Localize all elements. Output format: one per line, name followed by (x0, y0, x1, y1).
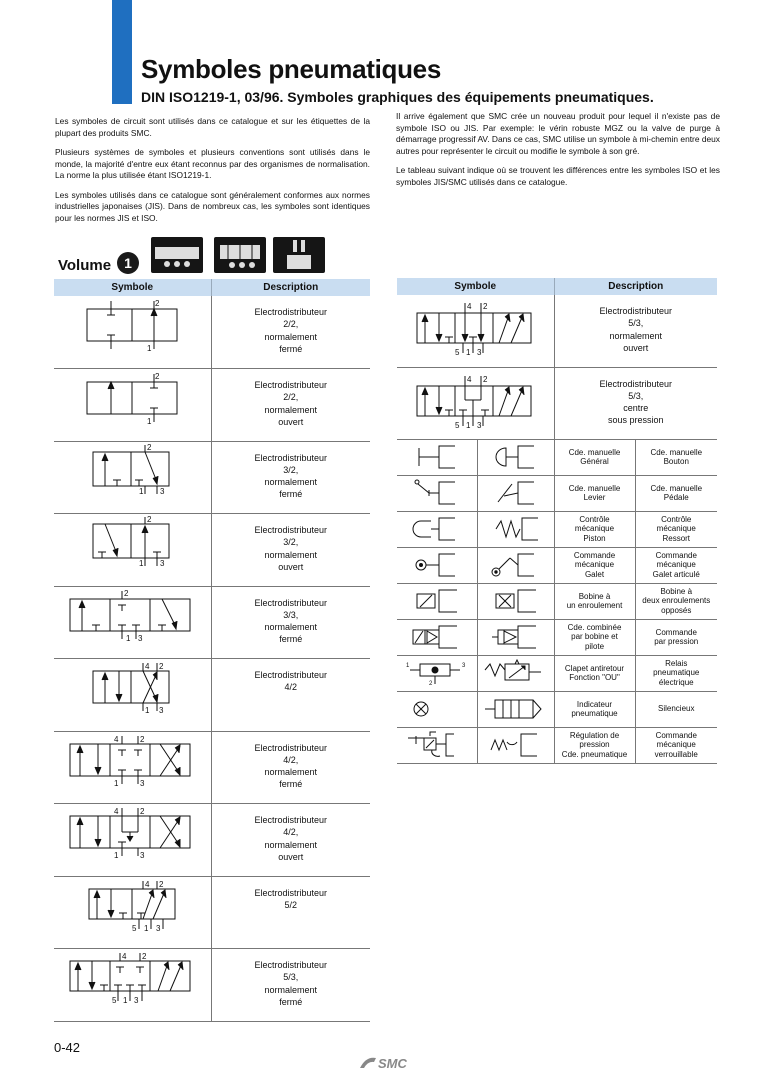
desc-line: 5/2 (284, 899, 297, 910)
valve-3-3-symbol (62, 587, 202, 647)
svg-text:3: 3 (138, 633, 143, 643)
label-line: mécanique (656, 740, 696, 750)
desc-line: fermé (279, 996, 303, 1007)
label-line: verrouillable (654, 749, 698, 759)
symbol-column-header: Symbole (54, 279, 211, 296)
intro-paragraph: Plusieurs systèmes de symboles et plusieurs conventions sont utilisés dans le monde, la majorité d'entre eux étant reconnus par des organismes de normalisation. La norme la plus utilisée étant ISO1219-1. (55, 147, 370, 180)
desc-line: 5/3, (628, 318, 644, 329)
valve-5-3-symbol (62, 949, 202, 1009)
desc-line: fermé (279, 489, 303, 500)
manual-lever-symbol (407, 478, 467, 508)
valve-4-2-no-symbol (62, 804, 202, 864)
valve-3-2-no-symbol (77, 514, 187, 574)
solenoid-double-symbol (486, 586, 546, 616)
label-line: électrique (658, 677, 694, 687)
svg-text:1: 1 (147, 344, 152, 353)
label-line: mécanique (656, 524, 696, 534)
table-row (397, 655, 717, 691)
combined-pilot-symbol (407, 622, 467, 652)
svg-text:3: 3 (461, 663, 466, 669)
svg-text:4: 4 (114, 807, 119, 816)
accent-bar (112, 0, 132, 104)
description-column-header: Description (554, 278, 717, 295)
label-line: Cde. manuelle (650, 447, 703, 457)
pneumatic-indicator-symbol (407, 694, 467, 724)
svg-text:1: 1 (114, 778, 119, 788)
desc-line: 3/3, (283, 609, 299, 620)
desc-line: fermé (279, 634, 303, 645)
svg-text:2: 2 (140, 734, 145, 744)
electro-pneumatic-relay-symbol (481, 658, 551, 688)
valve-4-2-nc-symbol (62, 732, 202, 792)
label-line: Piston (583, 533, 606, 543)
label-line: Galet articulé (652, 569, 700, 579)
desc-line: Electrodistributeur (254, 452, 328, 463)
intro-right (396, 111, 720, 196)
page-subtitle: DIN ISO1219-1, 03/96. Symboles graphiques des équipements pneumatiques. (141, 89, 654, 105)
desc-line: Electrodistributeur (254, 380, 328, 390)
table-row (54, 514, 370, 587)
valve-5-3-no-symbol (405, 295, 545, 359)
desc-line: 5/3, (283, 972, 299, 983)
table-row (54, 659, 370, 732)
svg-text:2: 2 (140, 807, 145, 816)
svg-text:1: 1 (147, 417, 152, 426)
intro-left (55, 116, 370, 232)
desc-line: fermé (279, 779, 303, 790)
desc-line: normalement (264, 622, 318, 633)
svg-text:4: 4 (467, 374, 472, 384)
locking-mech-symbol (481, 730, 551, 760)
label-line: Contrôle (661, 515, 692, 525)
label-line: Régulation de (569, 731, 620, 741)
svg-text:1: 1 (114, 851, 119, 860)
mech-spring-symbol (486, 514, 546, 544)
intro-paragraph: Le tableau suivant indique où se trouvent les différences entre les symboles ISO et les symboles JIS/SMC utilisés dans ce catalogue. (396, 165, 720, 187)
manual-button-symbol (486, 442, 546, 472)
svg-text:1: 1 (405, 663, 410, 669)
svg-text:2: 2 (155, 372, 160, 381)
table-row (54, 296, 370, 369)
desc-line: 4/2, (283, 827, 299, 838)
svg-text:1: 1 (145, 706, 150, 715)
mech-roller-symbol (407, 550, 467, 580)
svg-text:5: 5 (132, 923, 137, 933)
svg-text:2: 2 (483, 302, 488, 311)
desc-line: fermé (279, 343, 303, 354)
label-line: pneumatique (571, 709, 618, 718)
svg-text:3: 3 (140, 778, 145, 788)
svg-text:3: 3 (160, 486, 165, 496)
desc-line: 3/2, (283, 464, 299, 475)
pressure-regulation-symbol (402, 730, 472, 760)
product-thumbnail-3 (273, 237, 325, 273)
svg-text:1: 1 (123, 996, 128, 1005)
svg-text:1: 1 (144, 923, 149, 933)
valve-4-2-symbol (77, 659, 187, 719)
smc-logo (358, 1054, 418, 1077)
label-line: deux enroulements (642, 596, 711, 606)
product-thumbnail-2 (214, 237, 266, 273)
valve-3-2-nc-symbol (77, 442, 187, 502)
label-line: Bobine à (660, 587, 693, 597)
desc-line: Electrodistributeur (254, 887, 328, 898)
svg-text:2: 2 (142, 952, 147, 961)
svg-text:3: 3 (140, 851, 145, 860)
label-line: Silencieux (658, 704, 695, 714)
label-line: Contrôle (579, 515, 610, 525)
svg-text:3: 3 (134, 996, 139, 1005)
label-line: par bobine et (571, 632, 618, 642)
desc-line: Electrodistributeur (254, 670, 328, 680)
manual-pedal-symbol (486, 478, 546, 508)
desc-line: 2/2, (283, 392, 299, 403)
svg-text:2: 2 (124, 588, 129, 598)
svg-text:2: 2 (147, 515, 152, 524)
desc-line: normalement (264, 984, 318, 995)
desc-line: normalement (264, 331, 318, 342)
label-line: Relais (665, 659, 688, 669)
svg-text:4: 4 (467, 302, 472, 311)
label-line: Indicateur (576, 699, 613, 709)
label-line: Commande (573, 551, 616, 561)
table-row (397, 547, 717, 583)
volume-number-badge: 1 (117, 252, 139, 274)
svg-text:1: 1 (139, 486, 144, 496)
desc-line: ouvert (278, 851, 304, 862)
page-number: 0-42 (54, 1040, 81, 1055)
svg-text:4: 4 (114, 734, 119, 744)
label-line: Général (580, 457, 609, 466)
desc-line: Electrodistributeur (599, 306, 673, 316)
desc-line: Electrodistributeur (254, 307, 328, 317)
label-line: par pression (654, 637, 699, 646)
pressure-control-symbol (486, 622, 546, 652)
table-row (54, 876, 370, 949)
desc-line: Electrodistributeur (254, 742, 328, 753)
svg-text:5: 5 (455, 348, 460, 357)
desc-line: 3/2, (283, 537, 299, 548)
label-line: mécanique (656, 560, 696, 570)
symbol-column-header: Symbole (397, 278, 554, 295)
desc-line: Electrodistributeur (254, 960, 328, 970)
valve-5-2-symbol (77, 877, 187, 937)
svg-text:3: 3 (477, 420, 482, 430)
page-title: Symboles pneumatiques (141, 54, 442, 84)
label-line: Levier (583, 493, 606, 502)
svg-text:3: 3 (159, 706, 164, 715)
desc-line: ouvert (278, 561, 304, 572)
table-row (397, 367, 717, 439)
label-line: Commande (655, 731, 697, 741)
label-line: Fonction "OU" (569, 673, 620, 682)
svg-text:3: 3 (156, 923, 161, 933)
label-line: pression (579, 740, 610, 750)
svg-text:1: 1 (466, 420, 471, 430)
svg-text:5: 5 (112, 996, 117, 1005)
svg-text:1: 1 (126, 633, 131, 643)
label-line: Cde. pneumatique (561, 749, 628, 759)
svg-text:3: 3 (160, 559, 165, 568)
label-line: Pédale (663, 493, 689, 502)
label-line: Commande (655, 627, 697, 637)
desc-line: normalement (264, 767, 318, 778)
label-line: pneumatique (653, 668, 700, 678)
left-symbol-table (54, 279, 370, 1022)
valve-5-3-center-symbol (405, 368, 545, 432)
mech-piston-symbol (407, 514, 467, 544)
description-column-header: Description (211, 279, 370, 296)
desc-line: 2/2, (283, 319, 299, 330)
table-row (54, 369, 370, 442)
svg-text:2: 2 (147, 442, 152, 452)
right-symbol-table (397, 278, 717, 764)
shuttle-valve-symbol (402, 658, 472, 688)
label-line: Cde. manuelle (568, 447, 621, 457)
label-line: Cde. manuelle (568, 483, 621, 493)
label-line: Bouton (663, 457, 689, 466)
label-line: Bobine à (578, 591, 611, 601)
desc-line: Electrodistributeur (254, 597, 328, 608)
product-thumbnail-1 (151, 237, 203, 273)
desc-line: normalement (264, 839, 318, 850)
label-line: Cde. manuelle (650, 483, 703, 493)
mech-roller-articulated-symbol (486, 550, 546, 580)
svg-text:4: 4 (145, 879, 150, 889)
svg-text:2: 2 (159, 662, 164, 671)
desc-line: centre (623, 403, 649, 414)
label-line: mécanique (574, 524, 615, 534)
svg-text:4: 4 (145, 662, 150, 671)
svg-text:2: 2 (159, 879, 164, 889)
table-row (397, 619, 717, 655)
desc-line: 5/3, (628, 390, 644, 401)
table-row (397, 475, 717, 511)
label-line: pilote (584, 641, 605, 651)
label-line: un enroulement (566, 601, 623, 610)
valve-2-2-nc-symbol (77, 296, 187, 356)
desc-line: Electrodistributeur (254, 525, 328, 535)
svg-text:2: 2 (428, 681, 433, 687)
desc-line: 4/2, (283, 754, 299, 765)
label-line: Galet (584, 569, 605, 579)
intro-paragraph: Les symboles de circuit sont utilisés dans ce catalogue et sur les étiquettes de la plupart des produits SMC. (55, 116, 370, 138)
desc-line: normalement (264, 404, 318, 415)
label-line: Clapet antiretour (564, 663, 625, 673)
label-line: opposés (661, 605, 692, 615)
valve-2-2-no-symbol (77, 369, 187, 429)
table-row (54, 441, 370, 514)
svg-text:3: 3 (477, 348, 482, 357)
desc-line: Electrodistributeur (254, 815, 328, 825)
table-header (54, 279, 370, 296)
label-line: mécanique (574, 560, 615, 570)
svg-text:2: 2 (483, 374, 488, 384)
table-row (397, 295, 717, 367)
table-row (54, 804, 370, 877)
desc-line: 4/2 (284, 682, 297, 693)
desc-line: normalement (264, 477, 318, 488)
svg-text:1: 1 (139, 559, 144, 568)
table-row (397, 439, 717, 475)
desc-line: Electrodistributeur (599, 378, 673, 389)
intro-paragraph: Les symboles utilisés dans ce catalogue sont généralement conformes aux normes industrielles japonaises (JIS). Dans de nombreux cas, les symboles sont identiques pour les normes JIS et ISO. (55, 189, 370, 223)
label-line: Cde. combinée (567, 623, 622, 633)
table-row (397, 511, 717, 547)
table-header (397, 278, 717, 295)
desc-line: ouvert (623, 342, 649, 353)
desc-line: ouvert (278, 416, 304, 427)
solenoid-single-symbol (407, 586, 467, 616)
label-line: Ressort (662, 533, 691, 543)
table-row (397, 583, 717, 619)
desc-line: sous pression (607, 415, 664, 426)
logo-text: SMC (378, 1056, 407, 1071)
table-row (397, 691, 717, 727)
silencer-symbol (481, 694, 551, 724)
svg-text:5: 5 (455, 420, 460, 430)
intro-paragraph: Il arrive également que SMC crée un nouveau produit pour lequel il n'existe pas de symbole ISO ou JIS. Par exemple: le vérin robuste MGZ ou la valve de purge à démarrage progressif AV. Dans ce cas, SMC utilise un symbole à mi-chemin entre deux autres pour représenter le circuit ou modifie le symbole à son gré. (396, 111, 720, 156)
table-row (54, 731, 370, 804)
table-row (54, 949, 370, 1022)
volume-label: Volume (58, 257, 112, 274)
table-row (54, 586, 370, 659)
svg-text:4: 4 (122, 952, 127, 961)
table-row (397, 727, 717, 763)
desc-line: normalement (264, 549, 318, 560)
manual-general-symbol (407, 442, 467, 472)
label-line: Commande (655, 551, 697, 561)
svg-text:2: 2 (155, 299, 160, 308)
desc-line: normalement (609, 330, 663, 341)
svg-text:1: 1 (466, 348, 471, 357)
